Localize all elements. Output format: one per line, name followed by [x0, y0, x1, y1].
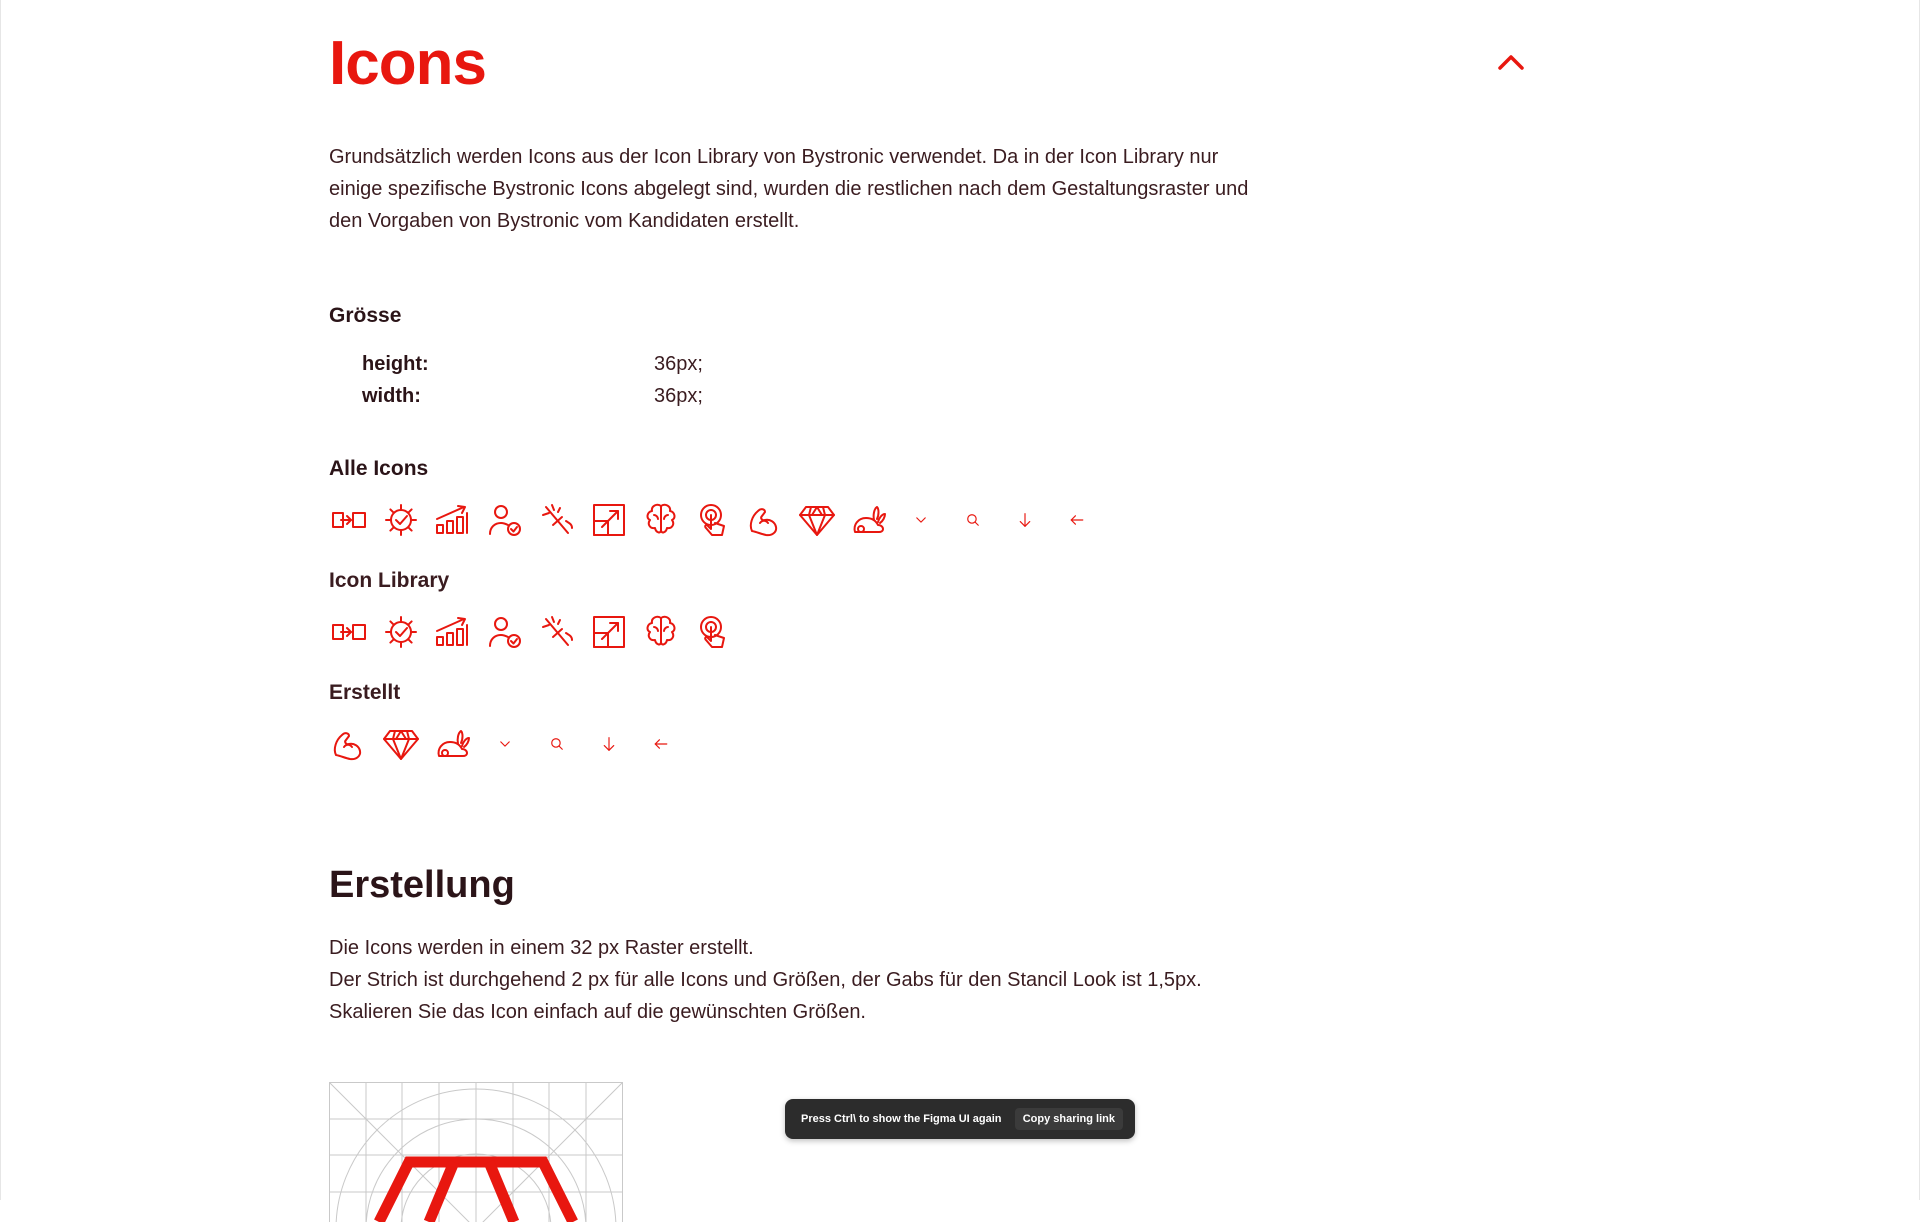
page-title: Icons — [329, 24, 486, 104]
arrow-left-icon — [641, 724, 681, 764]
spec-width-label: width: — [362, 385, 654, 408]
rabbit-icon — [849, 500, 889, 540]
transfer-icon — [329, 612, 369, 652]
gear-check-icon — [381, 500, 421, 540]
chevron-up-icon — [1496, 52, 1526, 72]
collapse-button[interactable] — [1489, 44, 1533, 80]
figma-toast — [785, 1099, 1135, 1139]
touch-icon — [693, 612, 733, 652]
growth-chart-icon — [433, 612, 473, 652]
arrow-left-icon — [1057, 500, 1097, 540]
spec-height-value: 36px; — [654, 353, 703, 376]
creation-line-1: Die Icons werden in einem 32 px Raster erstellt. — [329, 932, 1329, 964]
arrow-down-icon — [1005, 500, 1045, 540]
viewport-left-edge — [0, 0, 1, 1200]
brain-icon — [641, 500, 681, 540]
icon-library-heading: Icon Library — [329, 569, 449, 593]
growth-chart-icon — [433, 500, 473, 540]
created-icons-row — [329, 724, 693, 764]
spec-height-label: height: — [362, 353, 654, 376]
all-icons-heading: Alle Icons — [329, 457, 428, 481]
touch-icon — [693, 500, 733, 540]
construction-grid-graphic — [329, 1082, 623, 1222]
scale-up-icon — [589, 500, 629, 540]
brain-icon — [641, 612, 681, 652]
muscle-icon — [329, 724, 369, 764]
copy-sharing-link-button[interactable]: Copy sharing link — [1015, 1108, 1123, 1130]
diamond-icon — [797, 500, 837, 540]
spec-width-row — [362, 385, 703, 408]
search-icon — [537, 724, 577, 764]
size-heading: Grösse — [329, 304, 401, 328]
created-icons-heading: Erstellt — [329, 681, 400, 705]
laser-icon — [537, 612, 577, 652]
gear-check-icon — [381, 612, 421, 652]
creation-line-3: Skalieren Sie das Icon einfach auf die gewünschten Größen. — [329, 996, 1329, 1028]
rabbit-icon — [433, 724, 473, 764]
intro-text: Grundsätzlich werden Icons aus der Icon Library von Bystronic verwendet. Da in der Icon Library nur einige spezifische Bystronic Icons abgelegt sind, wurden die restlichen nach dem Gestaltungsraster und den Vorgaben von Bystronic vom Kandidaten erstellt. — [329, 141, 1269, 237]
spec-width-value: 36px; — [654, 385, 703, 408]
muscle-icon — [745, 500, 785, 540]
diamond-icon — [381, 724, 421, 764]
spec-height-row — [362, 353, 703, 376]
creation-text — [329, 932, 1329, 1028]
laser-icon — [537, 500, 577, 540]
scale-up-icon — [589, 612, 629, 652]
creation-title: Erstellung — [329, 864, 515, 907]
icon-grid-preview — [329, 1082, 623, 1222]
chevron-down-icon — [485, 724, 525, 764]
user-check-icon — [485, 612, 525, 652]
icon-library-row — [329, 612, 745, 652]
chevron-down-icon — [901, 500, 941, 540]
search-icon — [953, 500, 993, 540]
toast-message: Press Ctrl\ to show the Figma UI again — [801, 1113, 1015, 1125]
user-check-icon — [485, 500, 525, 540]
transfer-icon — [329, 500, 369, 540]
all-icons-row — [329, 500, 1109, 540]
arrow-down-icon — [589, 724, 629, 764]
creation-line-2: Der Strich ist durchgehend 2 px für alle Icons und Größen, der Gabs für den Stancil Look ist 1,5px. — [329, 964, 1329, 996]
